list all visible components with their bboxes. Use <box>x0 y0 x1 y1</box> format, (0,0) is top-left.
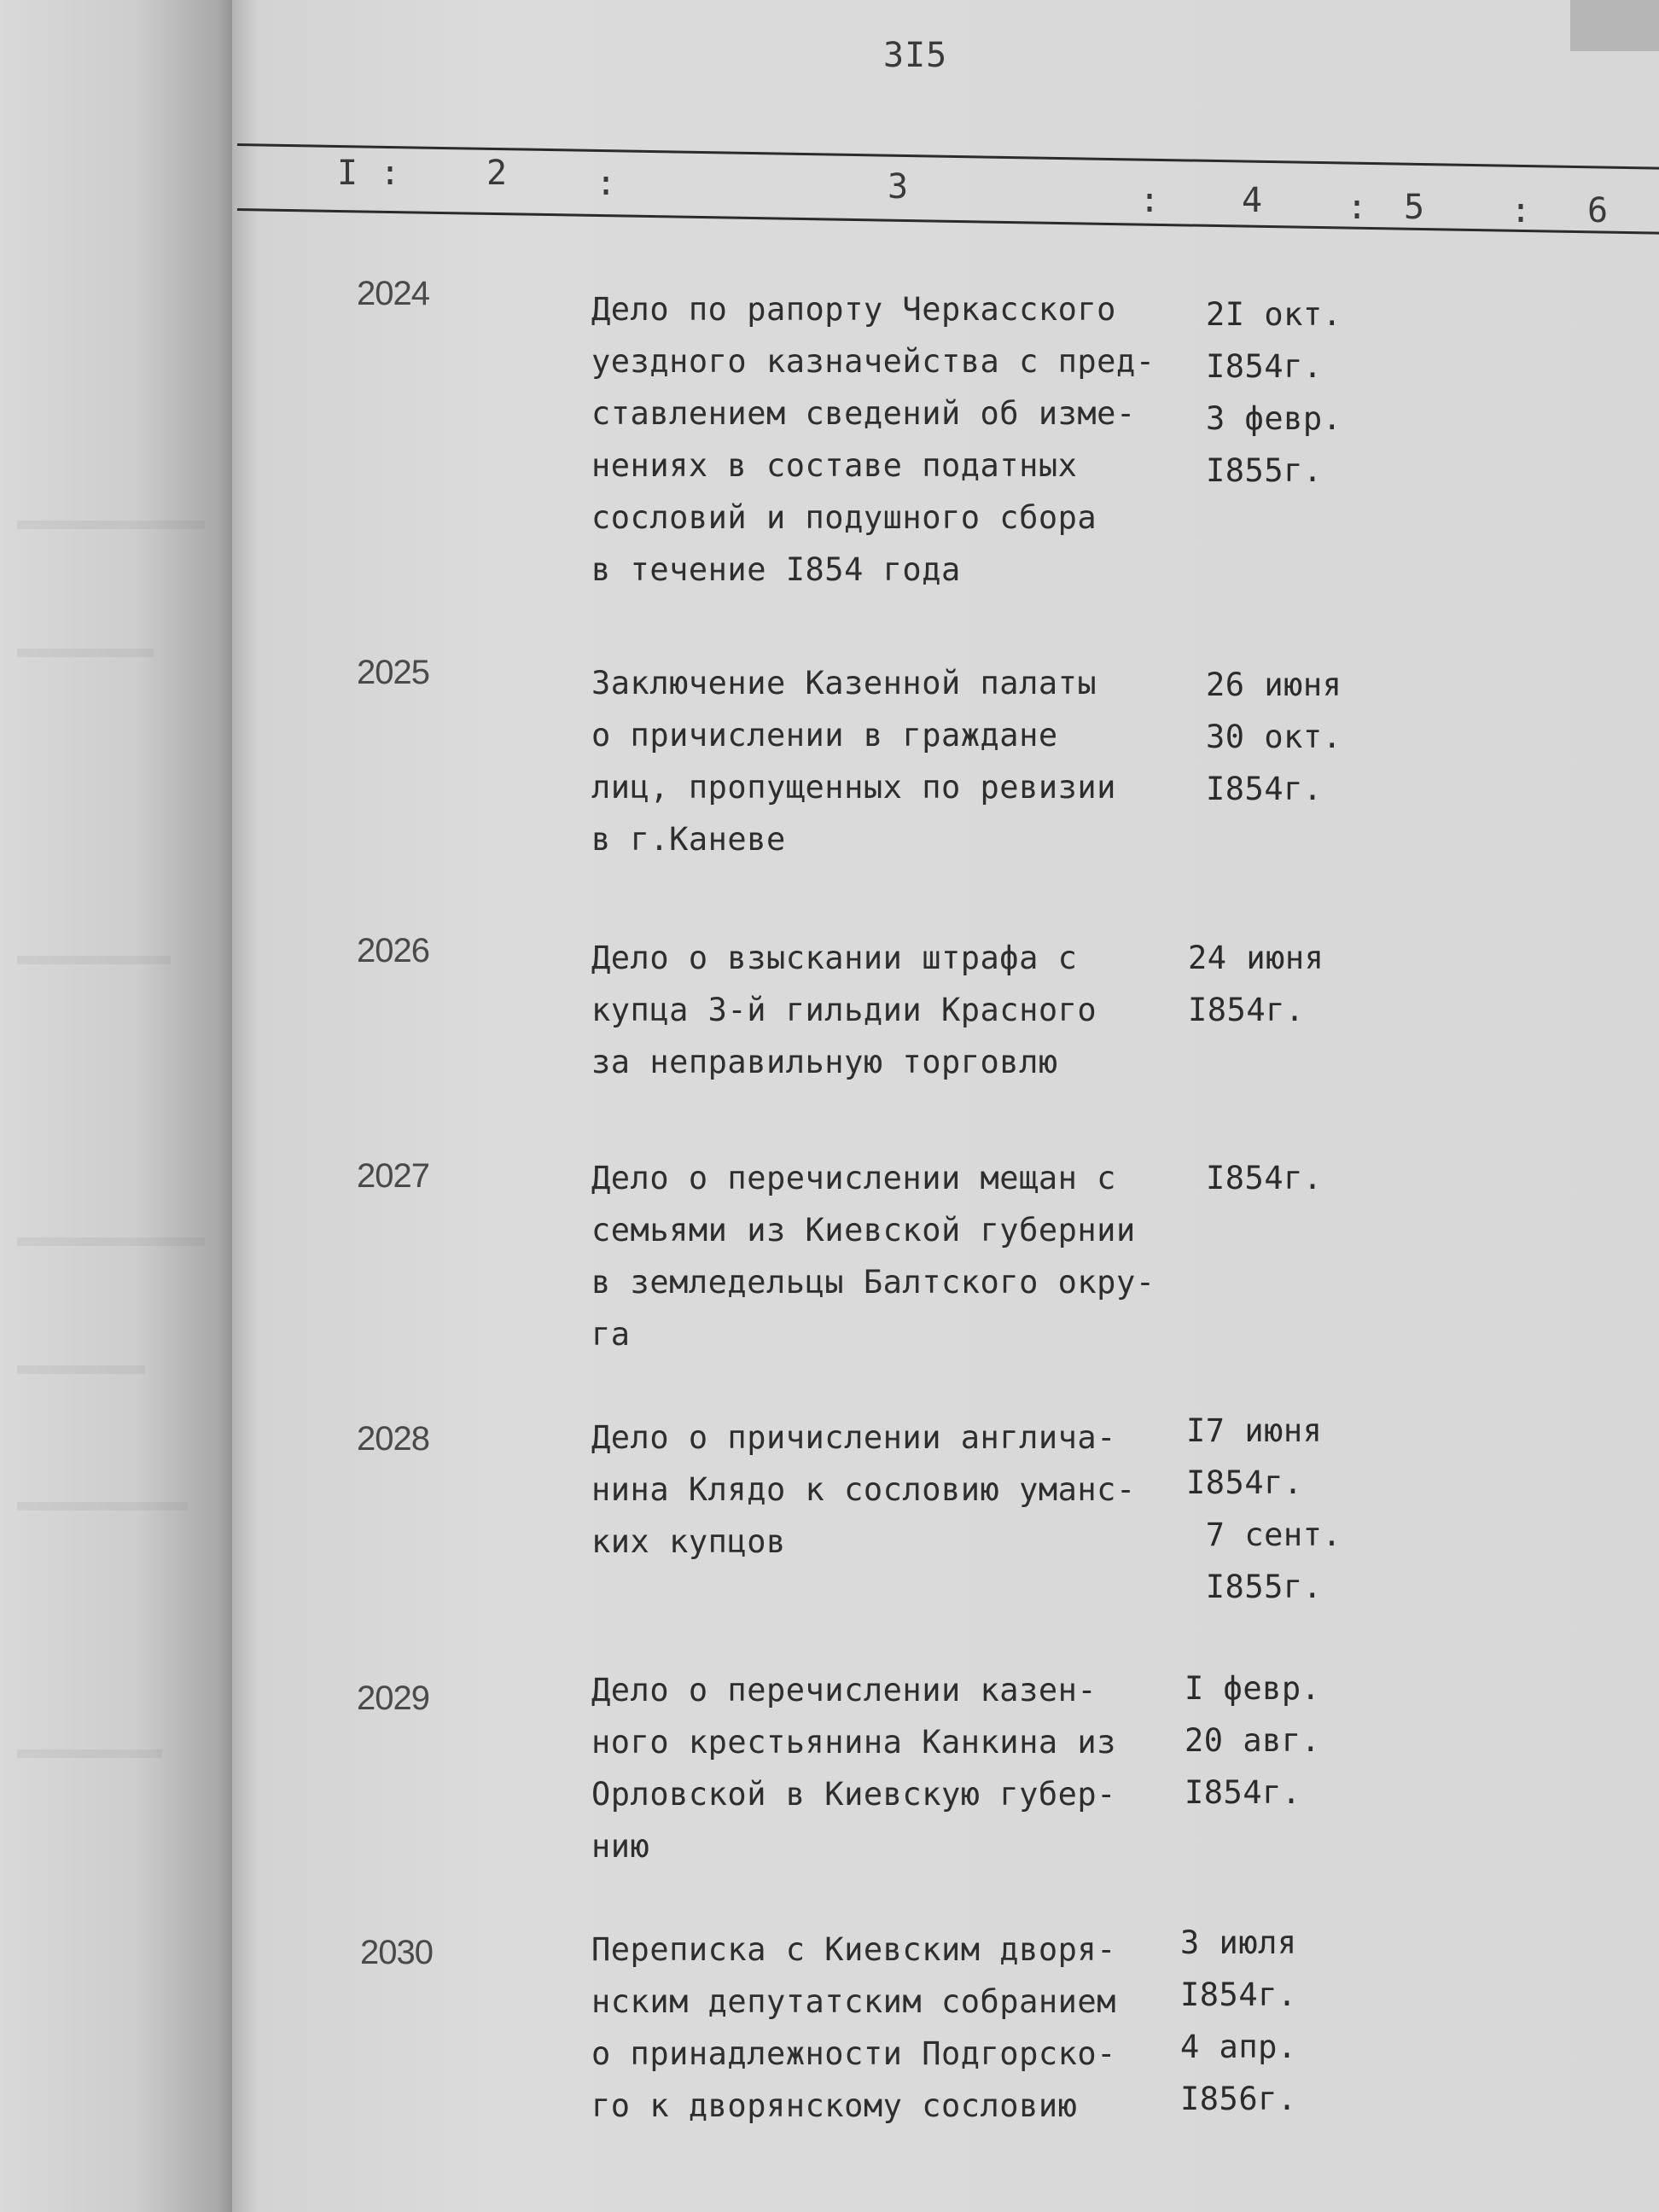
entry-dates: 24 июня I854г. <box>1188 940 1324 1028</box>
entry-number: 2030 <box>360 1934 433 1971</box>
column-separator: : <box>380 154 401 193</box>
page-corner-shadow <box>1570 0 1659 51</box>
entry-dates: I февр. 20 авг. I854г. <box>1185 1670 1321 1811</box>
entry-description: Дело по рапорту Черкасского уездного казначейства с пред- ставлением сведений об изме- нениях в составе податных сословий и подушного сбора в течение I854 года <box>591 291 1155 588</box>
entry-description: Дело о перечислении казен- ного крестьянина Канкина из Орловской в Киевскую губер- нию <box>591 1672 1116 1865</box>
entry-dates: I7 июня I854г. 7 сент. I855г. <box>1186 1412 1342 1605</box>
column-separator: : <box>596 164 617 203</box>
bleed-through-line <box>17 1365 145 1374</box>
column-header-2: 2 <box>486 154 508 193</box>
column-separator: : <box>1347 188 1368 227</box>
entry-dates: I854г. <box>1206 1160 1323 1196</box>
entry-number: 2027 <box>357 1157 429 1195</box>
entry-number: 2028 <box>357 1420 429 1458</box>
bleed-through-line <box>17 649 154 657</box>
entry-number: 2026 <box>357 932 429 969</box>
entry-description: Заключение Казенной палаты о причислении в граждане лиц, пропущенных по ревизии в г.Каневе <box>591 665 1116 858</box>
bleed-through-line <box>17 1237 205 1246</box>
column-header-3: 3 <box>888 167 909 207</box>
bleed-through-line <box>17 956 171 964</box>
bleed-through-line <box>17 1749 162 1758</box>
entry-dates: 26 июня 30 окт. I854г. <box>1206 667 1342 807</box>
entry-number: 2024 <box>357 275 429 312</box>
entry-dates: 2I окт. I854г. 3 февр. I855г. <box>1206 296 1342 489</box>
column-header-1: I <box>337 154 358 193</box>
entry-number: 2029 <box>357 1679 429 1717</box>
entry-number: 2025 <box>357 654 429 691</box>
column-header-4: 4 <box>1242 181 1263 220</box>
entry-description: Дело о перечислении мещан с семьями из Киевской губернии в земледельцы Балтского окру- га <box>591 1160 1155 1353</box>
entry-description: Переписка с Киевским дворя- нским депутатским собранием о принадлежности Подгорско- го к дворянскому сословию <box>591 1931 1116 2124</box>
entry-dates: 3 июля I854г. 4 апр. I856г. <box>1180 1924 1297 2117</box>
column-separator: : <box>1139 181 1161 220</box>
column-separator: : <box>1511 191 1532 230</box>
column-header-6: 6 <box>1587 191 1609 230</box>
bleed-through-line <box>17 521 205 529</box>
bleed-through-line <box>17 1502 188 1511</box>
entry-description: Дело о причислении англича- нина Клядо к сословию уманс- ких купцов <box>591 1419 1136 1560</box>
column-header-5: 5 <box>1404 188 1425 227</box>
entry-description: Дело о взыскании штрафа с купца 3-й гильдии Красного за неправильную торговлю <box>591 940 1097 1080</box>
page-number: 3I5 <box>883 36 948 75</box>
facing-page <box>0 0 247 2212</box>
